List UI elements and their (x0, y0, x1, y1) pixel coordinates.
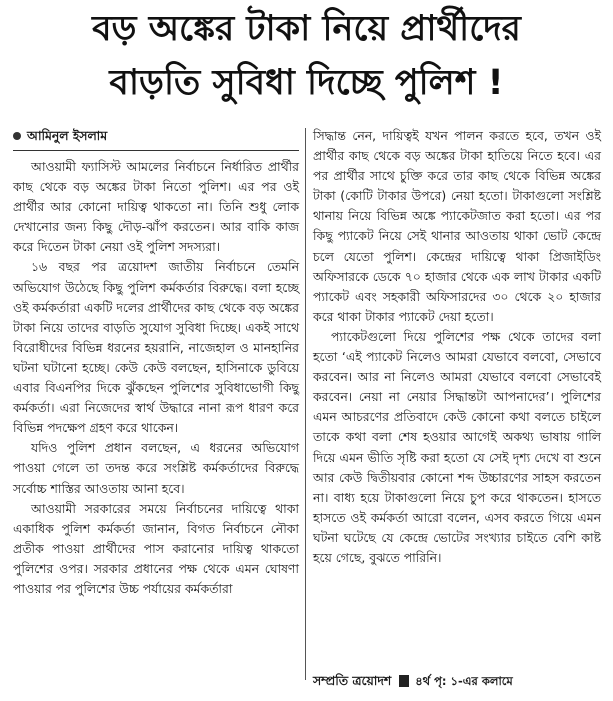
continuation-source: সম্প্রতি ত্রয়োদশ (313, 673, 392, 688)
paragraph: ১৬ বছর পর ত্রয়োদশ জাতীয় নির্বাচনে তেমনি অভিযোগ উঠেছে কিছু পুলিশ কর্মকর্তার বিরুদ্ধে। বলা হচ্ছে ওই কর্মকর্তারা একটি দলের প্রার্থীদের কাছ থেকে বড় অঙ্কের টাকা নিয়ে তাদের বাড়তি সুযোগ সুবিধা দিচ্ছে। একই সাথে বিরোধীদের বিভিন্ন ধরনের হয়রানি, নাজেহাল ও মানহানির ঘটনা ঘটানো হচ্ছে। কেউ কেউ বলছেন, হাসিনাকে ডুবিয়ে এবার বিএনপির দিকে ঝুঁকছেন পুলিশের সুবিধাভোগী কিছু কর্মকর্তা। এরা নিজেদের স্বার্থ উদ্ধারে নানা রূপ ধারণ করে বিভিন্ন পদক্ষেপ গ্রহণ করে থাকেন। (13, 259, 299, 436)
bullet-icon (13, 132, 21, 140)
paragraph: আওয়ামী সরকারের সময়ে নির্বাচনের দায়িত্বে থাকা একাধিক পুলিশ কর্মকর্তা জানান, বিগত নির্বাচনে নৌকা প্রতীক পাওয়া প্রার্থীদের পাস করানোর দায়িত্ব থাকতো পুলিশের ওপর। সরকার প্রধানের পক্ষ থেকে এমন ঘোষণা পাওয়ার পর পুলিশের উচ্চ পর্যায়ের কর্মকর্তারা (13, 500, 299, 596)
continuation-label: ৪র্থ পৃ: ১-এর কলামে (415, 674, 513, 688)
headline (0, 6, 613, 106)
paragraph: সিদ্ধান্ত নেন, দায়িত্বই যখন পালন করতে হবে, তখন ওই প্রার্থীর কাছ থেকে বড় অঙ্কের টাকা হাতিয়ে নিতে হবে। এর পর প্রার্থীর সাথে চুক্তি করে তার কাছ থেকে বিভিন্ন অঙ্কের টাকা (কোটি টাকার উপরে) নেয়া হতো। টাকাগুলো সংশ্লিষ্ট থানায় নিয়ে বিভিন্ন অঙ্কে প্যাকেটজাত করা হতো। এর পর কিছু প্যাকেট নিয়ে সেই থানার আওতায় থাকা ভোট কেন্দ্রে চলে যেতো পুলিশ। কেন্দ্রের দায়িত্বে থাকা প্রিজাইডিং অফিসারকে ডেকে ৭০ হাজার থেকে এক লাখ টাকার একটি প্যাকেট এবং সহকারী অফিসারদের ৩০ থেকে ২০ হাজার করে থাকা টাকার প্যাকেট দেয়া হতো। (313, 128, 601, 324)
byline-rule (13, 150, 299, 151)
column-divider (305, 128, 306, 680)
article-column-right (313, 126, 601, 568)
paragraph: প্যাকেটগুলো দিয়ে পুলিশের পক্ষ থেকে তাদের বলা হতো ‘এই প্যাকেট নিলেও আমরা যেভাবে বলবো, সেভাবে করবেন। আর না নিলেও আমরা যেভাবে বলবো সেভাবেই করবেন। নেয়া না নেয়ার সিদ্ধান্তটা আপনাদের’। পুলিশের এমন আচরণের প্রতিবাদে কেউ কোনো কথা বলতে চাইলে তাকে কথা বলা শেষ হওয়ার আগেই অকথ্য ভাষায় গালি দিয়ে এমন ভীতি সৃষ্টি করা হতো যে সেই দৃশ্য দেখে বা শুনে আর কেউ দ্বিতীয়বার কোনো শব্দ উচ্চারণের সাহস করতেন না। বাধ্য হয়ে টাকাগুলো নিয়ে চুপ করে থাকতেন। হাসতে হাসতে ওই কর্মকর্তা আরো বলেন, এসব করতে গিয়ে এমন ঘটনা ঘটেছে যে কেন্দ্রে ভোটের সংখ্যার চাইতে বেশি কাষ্ট হয়ে গেছে, বুঝতে পারিনি। (313, 328, 601, 565)
headline-line-1: বড় অঙ্কের টাকা নিয়ে প্রার্থীদের (92, 9, 521, 49)
paragraph: যদিও পুলিশ প্রধান বলছেন, এ ধরনের অভিযোগ পাওয়া গেলে তা তদন্ত করে সংশ্লিষ্ট কর্মকর্তাদের বিরুদ্ধে সর্বোচ্চ শাস্তির আওতায় আনা হবে। (13, 440, 299, 496)
byline (13, 126, 299, 146)
paragraph: আওয়ামী ফ্যাসিস্ট আমলের নির্বাচনে নির্ধারিত প্রার্থীর কাছ থেকে বড় অঙ্কের টাকা নিতো পুলিশ। এর পর ওই প্রার্থীর আর কোনো দায়িত্ব থাকতো না। তিনি শুধু লোক দেখানোর জন্য কিছু দৌড়-ঝাঁপ করতেন। আর বাকি কাজ করে দিতেন টাকা নেয়া ওই পুলিশ সদস্যরা। (13, 159, 299, 255)
continuation-footer (313, 671, 601, 691)
article-column-left (13, 126, 299, 599)
marker-icon (399, 675, 409, 687)
headline-line-2: বাড়তি সুবিধা দিচ্ছে পুলিশ ! (109, 63, 504, 103)
author-name: আমিনুল ইসলাম (27, 127, 108, 143)
